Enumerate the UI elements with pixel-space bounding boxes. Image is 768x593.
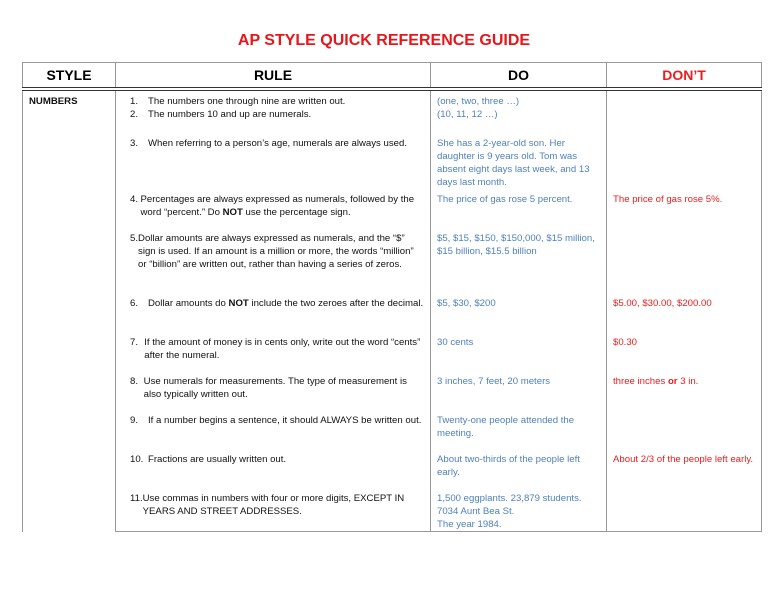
rule-item bbox=[122, 95, 424, 108]
do-example: 7034 Aunt Bea St. bbox=[437, 506, 515, 517]
rule-text bbox=[148, 95, 345, 108]
rule-item bbox=[122, 108, 424, 121]
header-style: STYLE bbox=[23, 63, 116, 90]
do-example: About two-thirds of the people left early. bbox=[437, 454, 580, 478]
rule-text bbox=[144, 336, 424, 362]
do-example: (one, two, three …) bbox=[437, 96, 520, 107]
dont-example: $5.00, $30.00, $200.00 bbox=[613, 298, 712, 309]
rule-number: 10. bbox=[130, 454, 144, 465]
dont-example bbox=[613, 376, 698, 387]
rule-item bbox=[122, 453, 424, 466]
dont-example: $0.30 bbox=[613, 337, 638, 348]
do-example: 3 inches, 7 feet, 20 meters bbox=[437, 376, 551, 387]
do-example: $5, $30, $200 bbox=[437, 298, 496, 309]
rule-text-part: The numbers one through nine are written out. bbox=[148, 96, 346, 107]
table-row bbox=[23, 371, 762, 410]
table-row bbox=[23, 293, 762, 332]
rule-text bbox=[148, 297, 423, 310]
table-row bbox=[23, 189, 762, 228]
table-row bbox=[23, 488, 762, 532]
rule-number: 11. bbox=[130, 493, 143, 504]
dont-example: About 2/3 of the people left early. bbox=[613, 454, 754, 465]
rule-item bbox=[122, 414, 424, 427]
table-row bbox=[23, 133, 762, 189]
rule-emphasis: NOT bbox=[222, 207, 243, 218]
table-row bbox=[23, 332, 762, 371]
rule-text-part: Use commas in numbers with four or more digits, EXCEPT IN YEARS AND STREET ADDRESSES. bbox=[142, 493, 405, 517]
dont-part: three inches bbox=[613, 376, 668, 387]
do-example: The price of gas rose 5 percent. bbox=[437, 194, 573, 205]
rule-item bbox=[122, 336, 424, 362]
rule-number: 9. bbox=[130, 415, 139, 426]
rule-number: 6. bbox=[130, 298, 139, 309]
rule-text bbox=[144, 375, 424, 401]
rule-text bbox=[143, 492, 424, 518]
do-example: The year 1984. bbox=[437, 519, 502, 530]
header-rule: RULE bbox=[116, 63, 431, 90]
do-example: 30 cents bbox=[437, 337, 474, 348]
rule-text-part: If a number begins a sentence, it should ALWAYS be written out. bbox=[148, 415, 422, 426]
do-example: (10, 11, 12 …) bbox=[437, 109, 498, 120]
rule-number: 3. bbox=[130, 138, 139, 149]
rule-text-part: Dollar amounts are always expressed as numerals, and the “$” sign is used. If an amount is a million or more, the words “million” or “billion” are written out, rather than having a series of zeros. bbox=[138, 233, 414, 270]
rule-item bbox=[122, 232, 424, 271]
rule-text-part: Use numerals for measurements. The type of measurement is also typically written out. bbox=[143, 376, 407, 400]
rule-text bbox=[138, 232, 424, 271]
page-title: AP STYLE QUICK REFERENCE GUIDE bbox=[237, 32, 531, 49]
rule-text bbox=[141, 193, 425, 219]
rule-number: 1. bbox=[130, 96, 139, 107]
category-label: NUMBERS bbox=[29, 96, 78, 107]
rule-number: 2. bbox=[130, 109, 139, 120]
reference-table bbox=[22, 62, 762, 532]
header-do: DO bbox=[431, 63, 607, 90]
rule-text-part: Fractions are usually written out. bbox=[148, 454, 287, 465]
rule-item bbox=[122, 137, 424, 150]
dont-example: The price of gas rose 5%. bbox=[613, 194, 723, 205]
rule-text bbox=[148, 137, 407, 150]
rule-item bbox=[122, 193, 424, 219]
rule-text-part: Percentages are always expressed as numerals, followed by the word “percent.” Do bbox=[140, 194, 415, 218]
table-row bbox=[23, 89, 762, 133]
rule-text bbox=[148, 108, 311, 121]
dont-emphasis: or bbox=[667, 376, 678, 387]
rule-text-part: The numbers 10 and up are numerals. bbox=[148, 109, 312, 120]
rule-text bbox=[148, 414, 421, 427]
rule-text-part: If the amount of money is in cents only, write out the word “cents” after the numeral. bbox=[144, 337, 421, 361]
table-row bbox=[23, 228, 762, 293]
rule-item bbox=[122, 297, 424, 310]
rule-text-part: include the two zeroes after the decimal. bbox=[248, 298, 424, 309]
rule-number: 8. bbox=[130, 376, 139, 387]
do-example: $5, $15, $150, $150,000, $15 million, $15 billion, $15.5 billion bbox=[437, 233, 595, 257]
dont-part: 3 in. bbox=[677, 376, 699, 387]
do-example: She has a 2-year-old son. Her daughter is 9 years old. Tom was absent eight days last week, and 13 days last month. bbox=[437, 138, 590, 188]
header-dont: DON’T bbox=[607, 63, 762, 90]
rule-number: 7. bbox=[130, 337, 139, 348]
rule-number: 5. bbox=[130, 233, 139, 244]
table-row bbox=[23, 410, 762, 449]
rule-number: 4. bbox=[130, 194, 139, 205]
rule-item bbox=[122, 492, 424, 518]
rule-emphasis: NOT bbox=[228, 298, 249, 309]
rule-text bbox=[148, 453, 286, 466]
table-row bbox=[23, 449, 762, 488]
do-example: Twenty-one people attended the meeting. bbox=[437, 415, 575, 439]
do-example: 1,500 eggplants. 23,879 students. bbox=[437, 493, 582, 504]
rule-text-part: Dollar amounts do bbox=[148, 298, 229, 309]
rule-item bbox=[122, 375, 424, 401]
rule-text-part: use the percentage sign. bbox=[242, 207, 351, 218]
rule-text-part: When referring to a person’s age, numerals are always used. bbox=[148, 138, 407, 149]
